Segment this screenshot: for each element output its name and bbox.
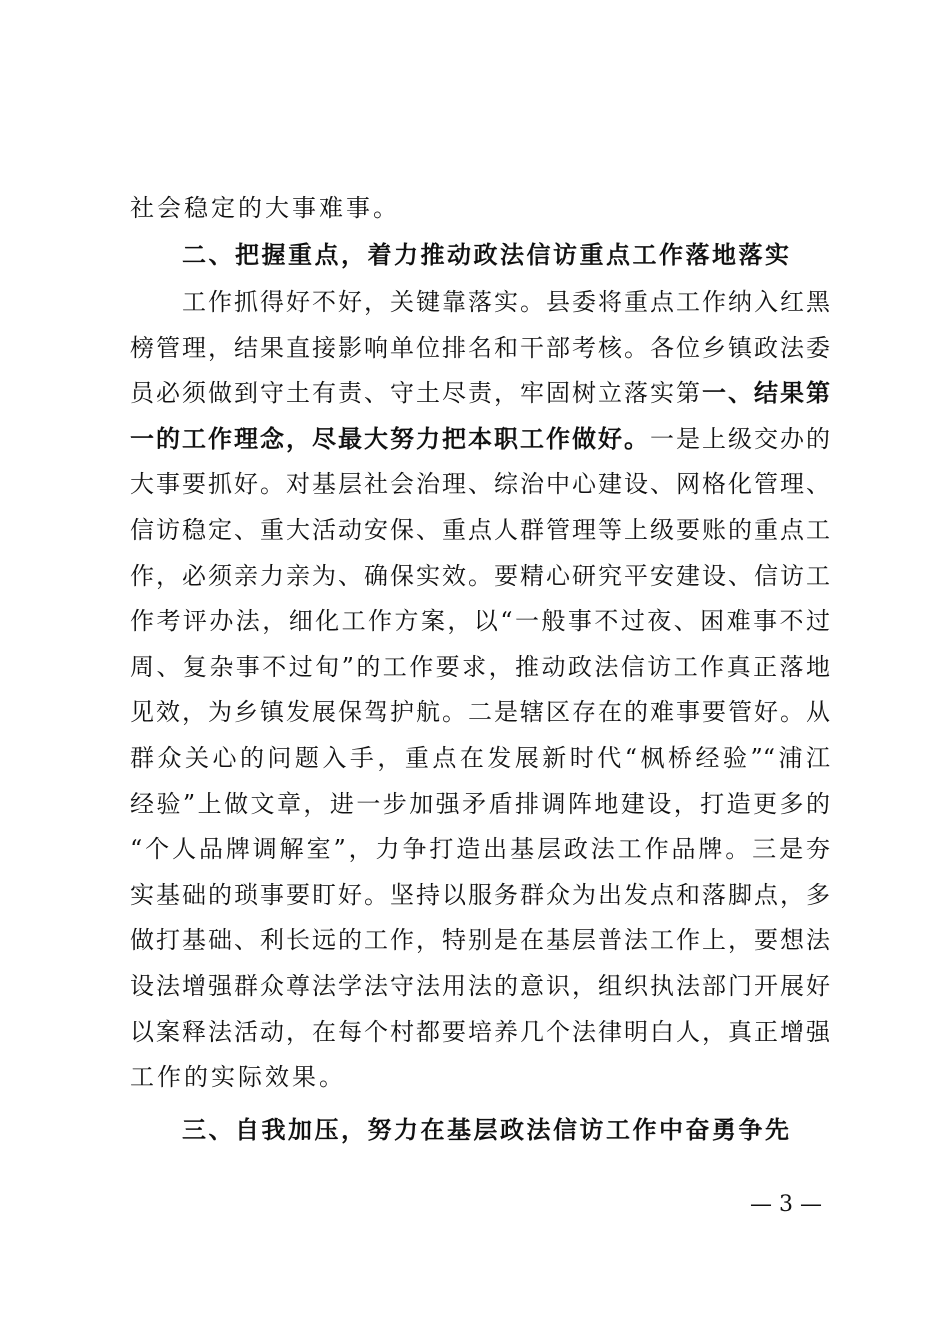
text-line: [130, 875, 830, 915]
text-segment: 周、复杂事不过旬”的工作要求，推动政法信访工作真正落地: [130, 652, 830, 681]
text-segment: 实基础的琐事要盯好。坚持以服务群众为出发点和落脚点，多: [130, 880, 830, 909]
text-segment: 见效，为乡镇发展保驾护航。二是辖区存在的难事要管好。从: [130, 698, 830, 727]
text-line: [130, 510, 830, 550]
text-line: [130, 464, 830, 504]
text-segment: 工作的实际效果。: [130, 1063, 346, 1092]
bold-text: 二、把握重点，着力推动政法信访重点工作落地落实: [182, 240, 792, 269]
text-line: [130, 692, 830, 732]
section-heading: [182, 1110, 830, 1150]
text-segment: 一是上级交办的: [650, 424, 830, 453]
text-line: [130, 1057, 830, 1097]
text-line: [130, 328, 830, 368]
text-line: [130, 188, 830, 228]
text-line: [130, 920, 830, 960]
text-segment: 作考评办法，细化工作方案，以“一般事不过夜、困难事不过: [130, 607, 830, 636]
section-heading: [182, 235, 830, 275]
text-line: [130, 1012, 830, 1052]
bold-text: 三、自我加压，努力在基层政法信访工作中奋勇争先: [182, 1115, 792, 1144]
text-segment: 以案释法活动，在每个村都要培养几个法律明白人，真正增强: [130, 1017, 830, 1046]
text-line: [130, 373, 830, 413]
text-line: [130, 784, 830, 824]
bold-text: 一的工作理念，尽最大努力把本职工作做好。: [130, 423, 650, 453]
text-segment: 大事要抓好。对基层社会治理、综治中心建设、网格化管理、: [130, 470, 830, 499]
text-line: [130, 556, 830, 596]
text-segment: 经验”上做文章，进一步加强矛盾排调阵地建设，打造更多的: [130, 789, 830, 818]
text-segment: 设法增强群众尊法学法守法用法的意识，组织执法部门开展好: [130, 972, 830, 1000]
bold-text: 一、结果第: [702, 378, 830, 408]
text-segment: 群众关心的问题入手，重点在发展新时代“枫桥经验”“浦江: [130, 744, 830, 772]
text-line: [130, 647, 830, 687]
text-segment: 工作抓得好不好，关键靠落实。县委将重点工作纳入红黑: [182, 288, 830, 316]
text-segment: 员必须做到守土有责、守土尽责，牢固树立落实第: [130, 379, 702, 408]
text-line: [130, 601, 830, 641]
text-line: [182, 282, 830, 322]
text-segment: 作，必须亲力亲为、确保实效。要精心研究平安建设、信访工: [130, 561, 830, 590]
text-segment: 做打基础、利长远的工作，特别是在基层普法工作上，要想法: [130, 926, 830, 955]
text-line: [130, 966, 830, 1006]
text-line: [130, 419, 830, 459]
text-segment: 榜管理，结果直接影响单位排名和干部考核。各位乡镇政法委: [130, 333, 830, 362]
text-segment: 信访稳定、重大活动安保、重点人群管理等上级要账的重点工: [130, 516, 830, 544]
page-number: — 3 —: [750, 1192, 822, 1217]
text-segment: 社会稳定的大事难事。: [130, 194, 400, 222]
text-segment: “个人品牌调解室”，力争打造出基层政法工作品牌。三是夯: [130, 835, 830, 864]
text-line: [130, 738, 830, 778]
text-line: [130, 829, 830, 869]
